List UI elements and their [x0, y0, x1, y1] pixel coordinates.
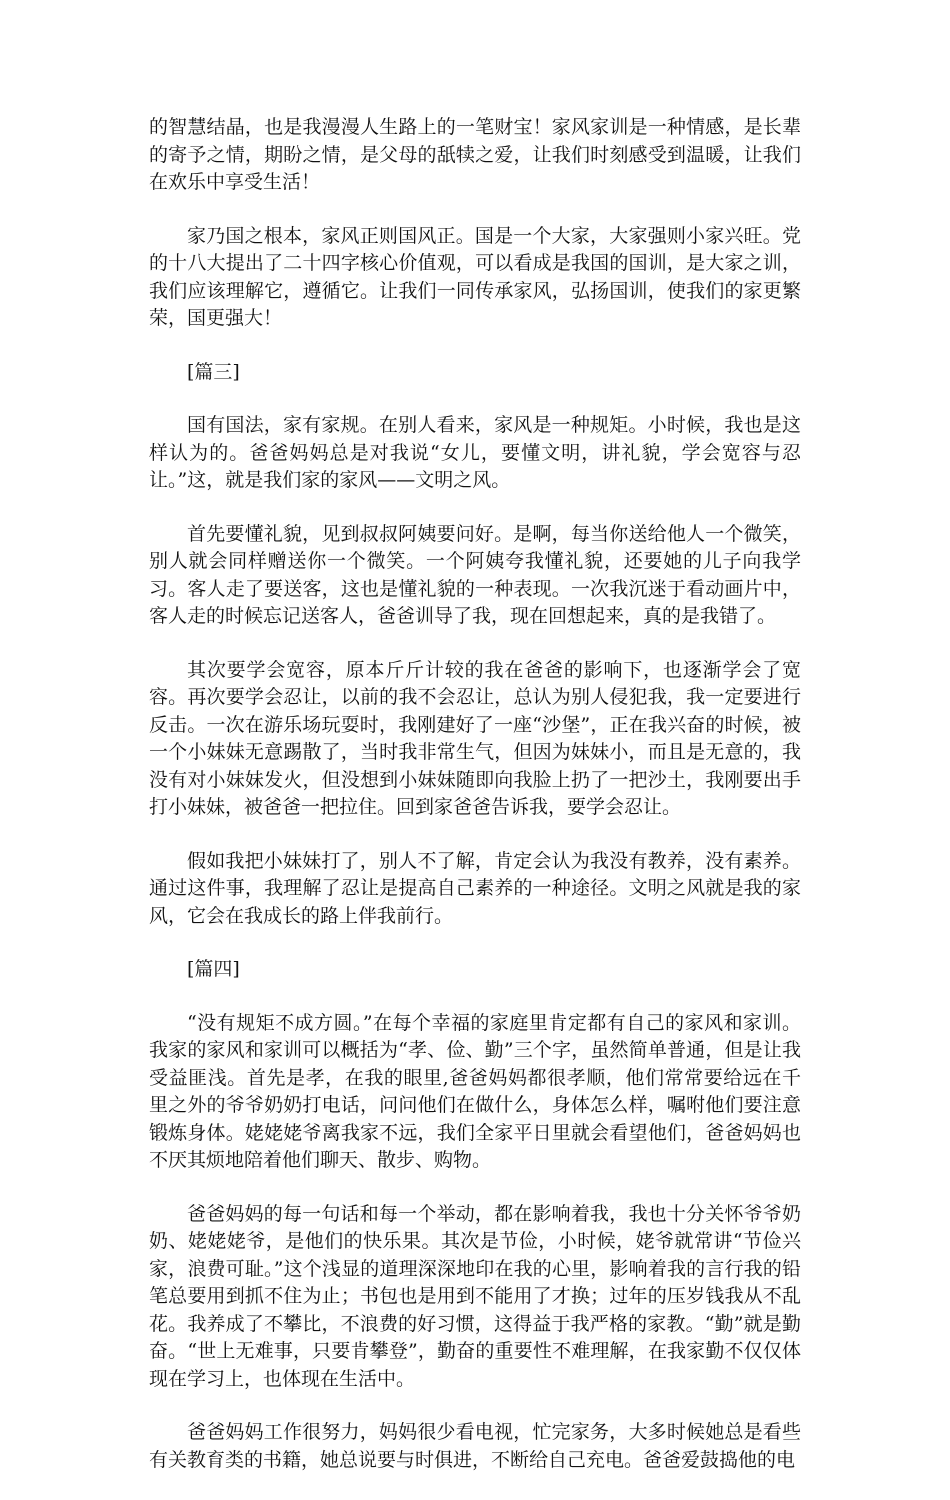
paragraph: 假如我把小妹妹打了，别人不了解，肯定会认为我没有教养，没有素养。通过这件事，我理解了忍让是提高自己素养的一种途径。文明之风就是我的家风，它会在我成长的路上伴我前行。: [149, 849, 801, 927]
paragraph: “没有规矩不成方圆。”在每个幸福的家庭里肯定都有自己的家风和家训。我家的家风和家训可以概括为“孝、俭、勤”三个字，虽然简单普通，但是让我受益匪浅。首先是孝，在我的眼里,爸爸妈妈都很孝顺，他们常常要给远在千里之外的爷爷奶奶打电话，问问他们在做什么，身体怎么样，嘱咐他们要注意锻炼身体。姥姥姥爷离我家不远，我们全家平日里就会看望他们，爸爸妈妈也不厌其烦地陪着他们聊天、散步、购物。: [149, 1011, 801, 1171]
paragraph: 其次要学会宽容，原本斤斤计较的我在爸爸的影响下，也逐渐学会了宽容。再次要学会忍让，以前的我不会忍让，总认为别人侵犯我，我一定要进行反击。一次在游乐场玩耍时，我刚建好了一座“沙堡”，正在我兴奋的时候，被一个小妹妹无意踢散了，当时我非常生气，但因为妹妹小，而且是无意的，我没有对小妹妹发火，但没想到小妹妹随即向我脸上扔了一把沙土，我刚要出手打小妹妹，被爸爸一把拉住。回到家爸爸告诉我，要学会忍让。: [149, 658, 801, 818]
section-heading: [篇三]: [187, 360, 240, 383]
paragraph: 的智慧结晶，也是我漫漫人生路上的一笔财宝！家风家训是一种情感，是长辈的寄予之情，期盼之情，是父母的舐犊之爱，让我们时刻感受到温暖，让我们在欢乐中享受生活！: [149, 116, 801, 193]
document-body: [149, 114, 801, 1500]
paragraph: 家乃国之根本，家风正则国风正。国是一个大家，大家强则小家兴旺。党的十八大提出了二十四字核心价值观，可以看成是我国的国训，是大家之训，我们应该理解它，遵循它。让我们一同传承家风，弘扬国训，使我们的家更繁荣，国更强大！: [149, 224, 801, 329]
paragraph: 首先要懂礼貌，见到叔叔阿姨要问好。是啊，每当你送给他人一个微笑，别人就会同样赠送你一个微笑。一个阿姨夸我懂礼貌，还要她的儿子向我学习。客人走了要送客，这也是懂礼貌的一种表现。一次我沉迷于看动画片中，客人走的时候忘记送客人，爸爸训导了我，现在回想起来，真的是我错了。: [149, 522, 801, 627]
paragraph: 爸爸妈妈的每一句话和每一个举动，都在影响着我，我也十分关怀爷爷奶奶、姥姥姥爷，是他们的快乐果。其次是节俭，小时候，姥爷就常讲“节俭兴家，浪费可耻。”这个浅显的道理深深地印在我的心里，影响着我的言行我的铅笔总要用到抓不住为止；书包也是用到不能用了才换；过年的压岁钱我从不乱花。我养成了不攀比，不浪费的好习惯，这得益于我严格的家教。“勤”就是勤奋。“世上无难事，只要肯攀登”，勤奋的重要性不难理解，在我家勤不仅仅体现在学习上，也体现在生活中。: [149, 1202, 801, 1390]
paragraph: 国有国法，家有家规。在别人看来，家风是一种规矩。小时候，我也是这样认为的。爸爸妈妈总是对我说“女儿，要懂文明，讲礼貌，学会宽容与忍让。”这，就是我们家的家风——文明之风。: [149, 414, 801, 491]
section-heading: [篇四]: [187, 958, 240, 980]
paragraph: 爸爸妈妈工作很努力，妈妈很少看电视，忙完家务，大多时候她总是看些有关教育类的书籍，她总说要与时俱进，不断给自己充电。爸爸爱鼓捣他的电: [149, 1421, 801, 1471]
